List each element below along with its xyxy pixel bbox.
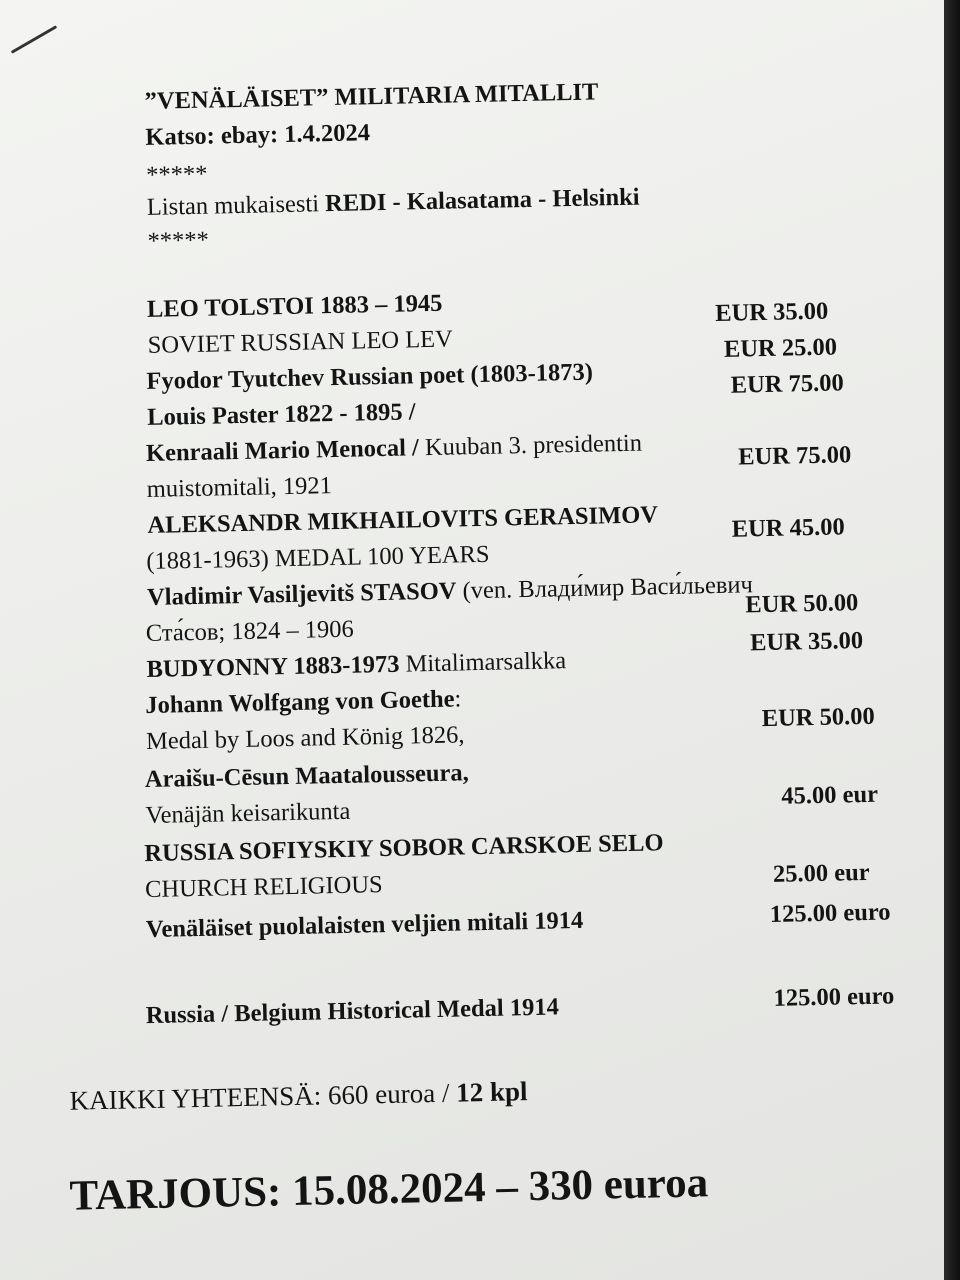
separator-stars: ***** xyxy=(147,226,210,255)
location-line xyxy=(147,185,640,222)
item-title-rest: (ven. Влади́мир Васи́льевич xyxy=(456,571,754,605)
item-title: Venäläiset puolalaisten veljien mitali 1914 xyxy=(145,906,584,944)
separator-stars: ***** xyxy=(145,160,208,189)
item-title: LEO TOLSTOI 1883 – 1945 xyxy=(146,289,443,323)
item-title-bold: Vladimir Vasiljevitš STASOV xyxy=(146,577,457,611)
item-title-rest: Mitalimarsalkka xyxy=(399,647,567,678)
item-price: EUR 75.00 xyxy=(730,369,844,399)
item-title xyxy=(146,648,566,684)
item-title xyxy=(145,686,462,720)
item-title-bold: BUDYONNY 1883-1973 xyxy=(146,650,400,683)
item-title-rest: Kuuban 3. presidentin xyxy=(424,429,643,462)
item-price: EUR 75.00 xyxy=(737,441,852,471)
location-name: REDI - Kalasatama - Helsinki xyxy=(324,183,640,218)
item-subtitle: SOVIET RUSSIAN LEO LEV xyxy=(147,325,454,359)
item-title: Araišu-Cēsun Maatalousseura, xyxy=(144,759,470,794)
item-price: EUR 25.00 xyxy=(723,333,838,363)
location-prefix: Listan mukaisesti xyxy=(146,190,326,221)
item-subtitle: Venäjän keisarikunta xyxy=(145,797,351,830)
item-subtitle: Ста́сов; 1824 – 1906 xyxy=(145,615,355,647)
item-price: EUR 35.00 xyxy=(714,297,829,327)
item-price: 25.00 eur xyxy=(772,858,870,888)
item-price: 125.00 euro xyxy=(773,982,895,1012)
background-edge xyxy=(944,0,960,1280)
total-label: KAIKKI YHTEENSÄ: 660 euroa / xyxy=(69,1077,457,1116)
item-title-bold: Kenraali Mario Menocal / xyxy=(145,434,426,467)
item-subtitle: (1881-1963) MEDAL 100 YEARS xyxy=(145,540,490,575)
item-subtitle: Medal by Loos and König 1826, xyxy=(145,721,465,756)
total-line xyxy=(69,1077,528,1116)
ebay-reference: Katso: ebay: 1.4.2024 xyxy=(145,119,371,151)
document-title: ”VENÄLÄISET” MILITARIA MITALLIT xyxy=(144,78,599,115)
item-title: Louis Paster 1822 - 1895 / xyxy=(146,398,416,431)
offer-line: TARJOUS: 15.08.2024 – 330 euroa xyxy=(69,1159,709,1220)
item-subtitle: muistomitali, 1921 xyxy=(146,472,333,503)
item-title: Fyodor Tyutchev Russian poet (1803-1873) xyxy=(146,358,594,395)
item-price: EUR 35.00 xyxy=(749,626,864,657)
item-price: 125.00 euro xyxy=(769,898,891,928)
item-title-colon: : xyxy=(454,685,462,713)
item-title: RUSSIA SOFIYSKIY SOBOR CARSKOE SELO xyxy=(144,829,664,868)
item-price: 45.00 eur xyxy=(781,780,879,810)
item-title xyxy=(147,572,753,612)
item-subtitle: CHURCH RELIGIOUS xyxy=(144,871,383,904)
item-title xyxy=(146,431,642,468)
item-title: ALEKSANDR MIKHAILOVITS GERASIMOV xyxy=(147,501,659,539)
item-title: Russia / Belgium Historical Medal 1914 xyxy=(145,993,560,1030)
item-price: EUR 45.00 xyxy=(731,513,845,543)
item-price: EUR 50.00 xyxy=(761,702,875,733)
item-title-bold: Johann Wolfgang von Goethe xyxy=(145,685,455,720)
total-count: 12 kpl xyxy=(455,1076,528,1108)
item-price: EUR 50.00 xyxy=(745,589,859,619)
